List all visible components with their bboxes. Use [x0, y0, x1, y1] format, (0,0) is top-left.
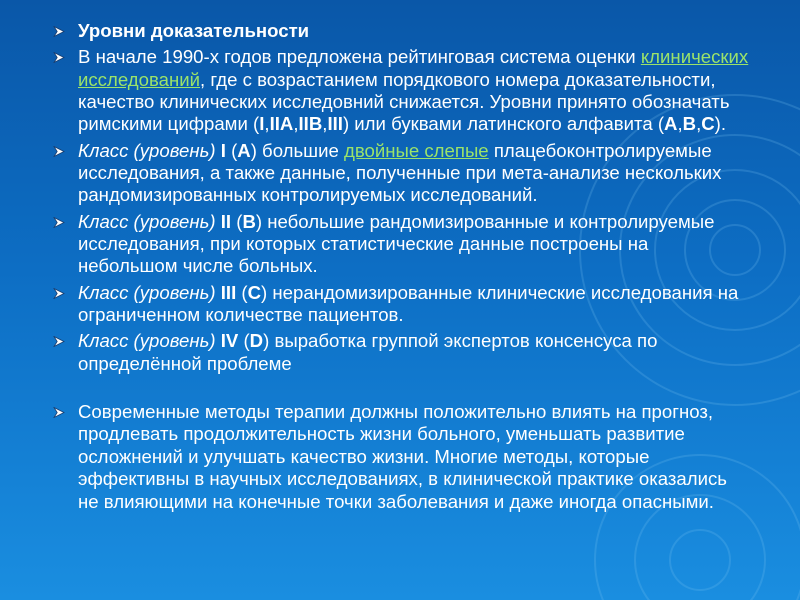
class-letter: B — [242, 210, 256, 232]
paren-close: ) — [255, 210, 263, 232]
letter-level-c: C — [701, 113, 715, 135]
class-label: Класс (уровень) — [78, 139, 216, 161]
class-number: IV — [220, 330, 239, 352]
bullet-text: ) или буквами латинского алфавита ( — [342, 113, 665, 135]
class-letter: A — [237, 139, 251, 161]
bullet-list — [52, 20, 752, 513]
bullet-item-evidence-levels-title — [52, 20, 752, 42]
roman-level-iia: IIA — [269, 113, 294, 135]
separator: , — [677, 113, 683, 135]
class-number: II — [220, 210, 232, 232]
arrow-bullet-icon — [53, 217, 65, 228]
bullet-text: нерандомизированные клинические исследования на ограниченном количестве пациентов. — [78, 281, 739, 326]
bullet-text: В начале 1990-х годов предложена рейтинговая система оценки — [78, 46, 641, 68]
arrow-bullet-icon — [53, 26, 65, 37]
paren-open: ( — [238, 330, 250, 352]
paren-close: ) — [261, 281, 268, 303]
bullet-item-class-ii — [52, 211, 752, 278]
class-label: Класс (уровень) — [78, 281, 216, 303]
class-letter: C — [247, 281, 262, 303]
roman-level-i: I — [259, 113, 265, 135]
clinical-studies-link[interactable]: клинических исследований — [78, 46, 749, 90]
paren-open: ( — [231, 210, 243, 232]
class-number: I — [220, 139, 226, 161]
section-heading: Уровни доказательности — [78, 20, 310, 41]
bullet-item-rating-system — [52, 46, 752, 136]
class-label: Класс (уровень) — [78, 330, 216, 352]
bullet-item-class-iii — [52, 282, 752, 327]
letter-level-b: B — [682, 113, 697, 135]
bullet-text: Современные методы терапии должны положительно влиять на прогноз, продлевать продолжительность жизни больного, уменьшать развитие осложнений и улучшать качество жизни. Многие методы, которые эффективны в научных исследованиях, в клинической практике оказались не влияющими на конечные точки заболевания и даже иногда опасными. — [78, 401, 727, 512]
bullet-item-class-iv — [52, 330, 752, 375]
separator: , — [264, 113, 270, 135]
separator: , — [293, 113, 299, 135]
paren-close: ) — [263, 330, 270, 352]
separator: , — [322, 113, 328, 135]
bullet-text: ). — [714, 113, 727, 135]
class-number: III — [220, 281, 237, 303]
arrow-bullet-icon — [53, 52, 65, 63]
arrow-bullet-icon — [53, 146, 65, 157]
separator: , — [696, 113, 702, 135]
roman-level-iib: IIB — [298, 113, 323, 135]
letter-level-a: A — [664, 113, 678, 135]
double-blind-link[interactable]: двойные слепые — [344, 139, 489, 161]
class-label: Класс (уровень) — [78, 210, 216, 232]
slide-content — [52, 20, 752, 517]
bullet-text: небольшие рандомизированные и контролируемые исследования, при которых статистические данные построены на небольшом числе больных. — [78, 210, 715, 277]
bullet-item-modern-therapy — [52, 401, 752, 513]
arrow-bullet-icon — [53, 288, 65, 299]
arrow-bullet-icon — [53, 336, 65, 347]
roman-level-iii: III — [327, 113, 343, 135]
bullet-text: ) большие — [250, 139, 344, 161]
paren-open: ( — [236, 281, 248, 303]
class-letter: D — [249, 330, 264, 352]
bullet-text: , где с возрастанием порядкового номера доказательности, качество клинических исследовний снижается. Уровни принято обозначать римскими цифрами ( — [78, 68, 730, 135]
bullet-item-class-i — [52, 140, 752, 207]
bullet-text: плацебоконтролируемые исследования, а также данные, полученные при мета-анализе нескольких рандомизированных контролируемых исследований. — [78, 139, 722, 206]
bullet-text: выработка группой экспертов консенсуса по определённой проблеме — [78, 330, 658, 374]
arrow-bullet-icon — [53, 407, 65, 418]
paren-open: ( — [225, 139, 238, 161]
